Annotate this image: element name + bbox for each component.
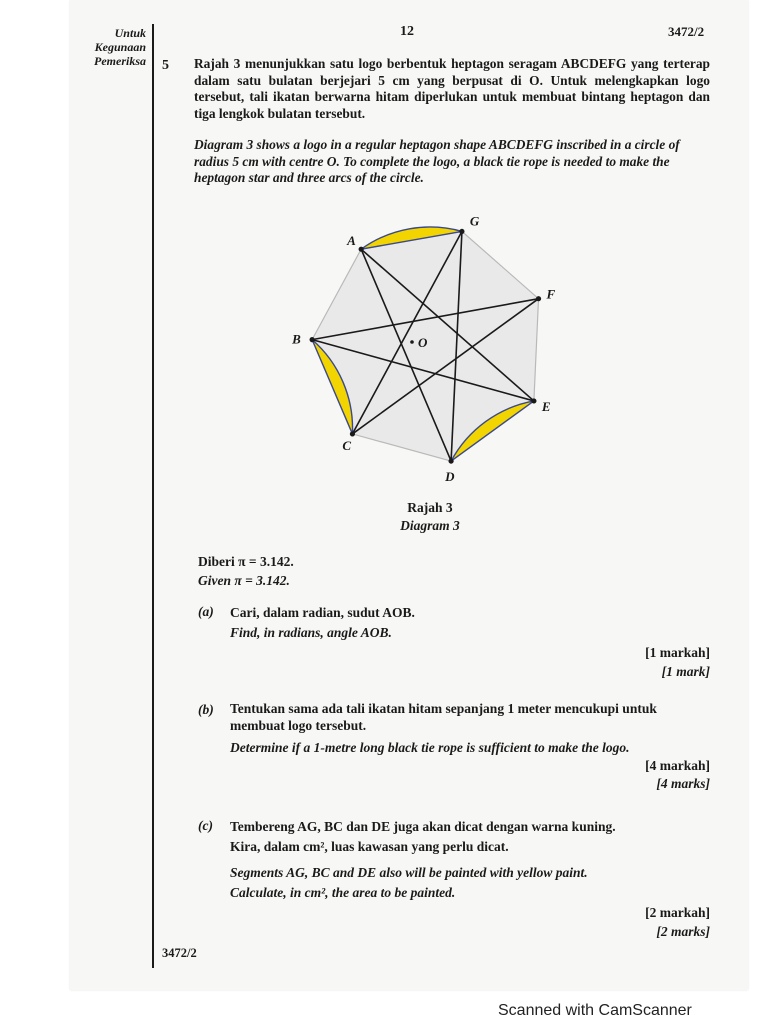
vertex-point [459, 229, 464, 234]
part-c-marks-en: [2 marks] [656, 924, 710, 939]
part-c-marks-bm: [2 markah] [645, 905, 710, 920]
centre-label: O [418, 335, 428, 350]
question-text-bm: Rajah 3 menunjukkan satu logo berbentuk heptagon seragam ABCDEFG yang terterap dalam satu bulatan berjejari 5 cm yang berpusat di O. Untuk melengkapkan logo tersebut, tali ikatan berwarna hitam diperlukan untuk membuat bintang heptagon dan tiga lengkok bulatan tersebut. [194, 56, 710, 121]
part-a-text-bm: Cari, dalam radian, sudut AOB. [230, 605, 415, 620]
margin-label-line: Kegunaan [94, 40, 146, 54]
margin-label-line: Untuk [114, 26, 146, 40]
given-pi-bm: Diberi π = 3.142. [198, 554, 294, 569]
part-c-text-en: Segments AG, BC and DE also will be painted with yellow paint. [230, 865, 588, 880]
margin-rule [152, 24, 154, 968]
vertex-label-f: F [546, 286, 556, 302]
part-a-text-en: Find, in radians, angle AOB. [230, 625, 392, 640]
diagram-caption-en: Diagram 3 [400, 518, 460, 533]
part-c-text-bm-2: Kira, dalam cm², luas kawasan yang perlu dicat. [230, 839, 509, 854]
part-a-label: (a) [198, 604, 214, 619]
part-c-label: (c) [198, 818, 213, 833]
margin-label-line: Pemeriksa [94, 54, 146, 68]
vertex-label-c: C [342, 437, 352, 453]
vertex-point [350, 431, 355, 436]
vertex-label-d: D [445, 469, 455, 485]
part-b-marks-bm: [4 markah] [645, 758, 710, 773]
vertex-point [536, 296, 541, 301]
part-b-text-en: Determine if a 1-metre long black tie rope is sufficient to make the logo. [230, 740, 630, 755]
vertex-point [359, 247, 364, 252]
part-b-marks-en: [4 marks] [656, 776, 710, 791]
given-pi-en: Given π = 3.142. [198, 573, 290, 588]
vertex-label-g: G [469, 213, 480, 229]
part-c-text-en-2: Calculate, in cm², the area to be painted. [230, 885, 456, 900]
footer-paper-code: 3472/2 [162, 946, 197, 960]
vertex-point [448, 458, 453, 463]
centre-point [410, 340, 414, 344]
part-a-marks-en: [1 mark] [661, 664, 710, 679]
part-b-label: (b) [198, 702, 214, 717]
vertex-label-e: E [541, 398, 551, 414]
part-a-marks-bm: [1 markah] [645, 645, 710, 660]
examiner-use-label [80, 26, 146, 68]
vertex-label-b: B [292, 331, 301, 347]
diagram-caption-bm: Rajah 3 [407, 500, 453, 515]
paper-code: 3472/2 [668, 24, 705, 39]
vertex-point [531, 398, 536, 403]
part-c-text-bm: Tembereng AG, BC dan DE juga akan dicat dengan warna kuning. [230, 819, 616, 834]
vertex-point [310, 337, 315, 342]
part-b-text-bm: Tentukan sama ada tali ikatan hitam sepanjang 1 meter mencukupi untuk membuat logo tersebut. [230, 701, 657, 733]
vertex-label-a: A [347, 233, 356, 249]
scanner-watermark: Scanned with CamScanner [498, 1002, 692, 1019]
question-text-en: Diagram 3 shows a logo in a regular heptagon shape ABCDEFG inscribed in a circle of radius 5 cm with centre O. To complete the logo, a black tie rope is needed to make the heptagon star and three arcs of the circle. [194, 137, 680, 185]
heptagon-logo-diagram [280, 205, 580, 495]
page-number: 12 [400, 24, 414, 39]
question-number: 5 [162, 58, 169, 73]
